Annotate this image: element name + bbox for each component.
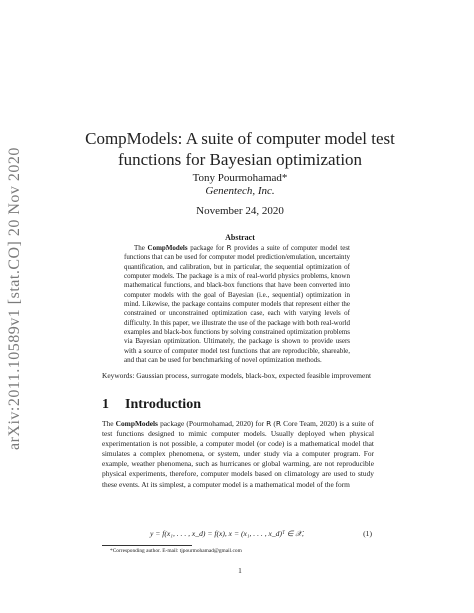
equation-1 bbox=[102, 529, 374, 540]
title-line-1: CompModels: A suite of computer model test bbox=[85, 129, 395, 148]
intro-rcite: ( bbox=[271, 419, 276, 428]
footnote-rule bbox=[102, 545, 192, 546]
intro-cite: package (Pourmohamad, 2020) for bbox=[157, 419, 267, 428]
abstract-intro: The bbox=[134, 244, 148, 252]
abstract-heading: Abstract bbox=[225, 233, 255, 242]
author-block bbox=[80, 172, 400, 198]
abstract-package-name: CompModels bbox=[147, 244, 188, 252]
abstract-mid: package for bbox=[187, 244, 227, 252]
paper-date: November 24, 2020 bbox=[196, 205, 284, 217]
intro-r-letter: R bbox=[266, 419, 272, 428]
equation-number: (1) bbox=[363, 529, 372, 538]
introduction-paragraph bbox=[102, 419, 374, 490]
author-affiliation: Genentech, Inc. bbox=[205, 185, 275, 197]
section-heading-introduction bbox=[102, 397, 374, 413]
abstract-text bbox=[124, 244, 350, 365]
keywords-text: Gaussian process, surrogate models, black-box, expected feasible improvement bbox=[136, 371, 372, 380]
keywords bbox=[102, 371, 374, 381]
section-number: 1 bbox=[102, 397, 109, 412]
intro-the: The bbox=[102, 419, 116, 428]
intro-package-name: CompModels bbox=[115, 419, 158, 428]
abstract-body: provides a suite of computer model test functions that can be used for computer model prediction/emulation, uncertainty quantification, and calibration, but in particular, the sequential optimization of computer models. The package is a mix of real-world physics problems, known mathematical functions, and black-box functions that have been converted into computer models with the goal of Bayesian (i.e., sequential) optimization in mind. Likewise, the package contains computer models that represent either the constrained or unconstrained optimization case, each with varying levels of difficulty. In this paper, we illustrate the use of the package with both real-world examples and black-box functions by solving constrained optimization problems via Bayesian optimization. Ultimately, the package is shown to provide users with a source of computer model test functions that are reproducible, shareable, and that can be used for benchmarking of novel optimization methods. bbox=[124, 244, 351, 365]
author-name: Tony Pourmohamad* bbox=[192, 172, 288, 184]
keywords-label: Keywords: bbox=[102, 371, 135, 380]
intro-body: Core Team, 2020) is a suite of test functions designed to mimic computer models. Usually deployed when physical experimentation is not possible, a computer model (or code) is a mathematical model that simulates a complex phenomena, or system, under study via a computer program. For example, weather phenomena, such as hurricanes or global warming, are not reproducible physical experiments, therefore, computer models based on climatology are used to study these events. At its simplest, a computer model is a mathematical model of the form bbox=[102, 419, 374, 489]
page-number: 1 bbox=[238, 566, 242, 575]
footnote: *Corresponding author. E-mail: tjpourmohamad@gmail.com bbox=[110, 548, 242, 554]
intro-r-letter-2: R bbox=[275, 419, 282, 428]
section-title: Introduction bbox=[125, 397, 201, 412]
title-line-2: functions for Bayesian optimization bbox=[117, 150, 363, 169]
arxiv-identifier: arXiv:2011.10589v1 [stat.CO] 20 Nov 2020 bbox=[6, 147, 23, 450]
paper-title bbox=[80, 128, 400, 170]
equation-text: y = f(x₁, . . . , x_d) = f(x), x = (x₁, . . . , x_d)ᵀ ∈ 𝒳, bbox=[150, 529, 304, 538]
abstract-r-letter: R bbox=[226, 244, 232, 252]
